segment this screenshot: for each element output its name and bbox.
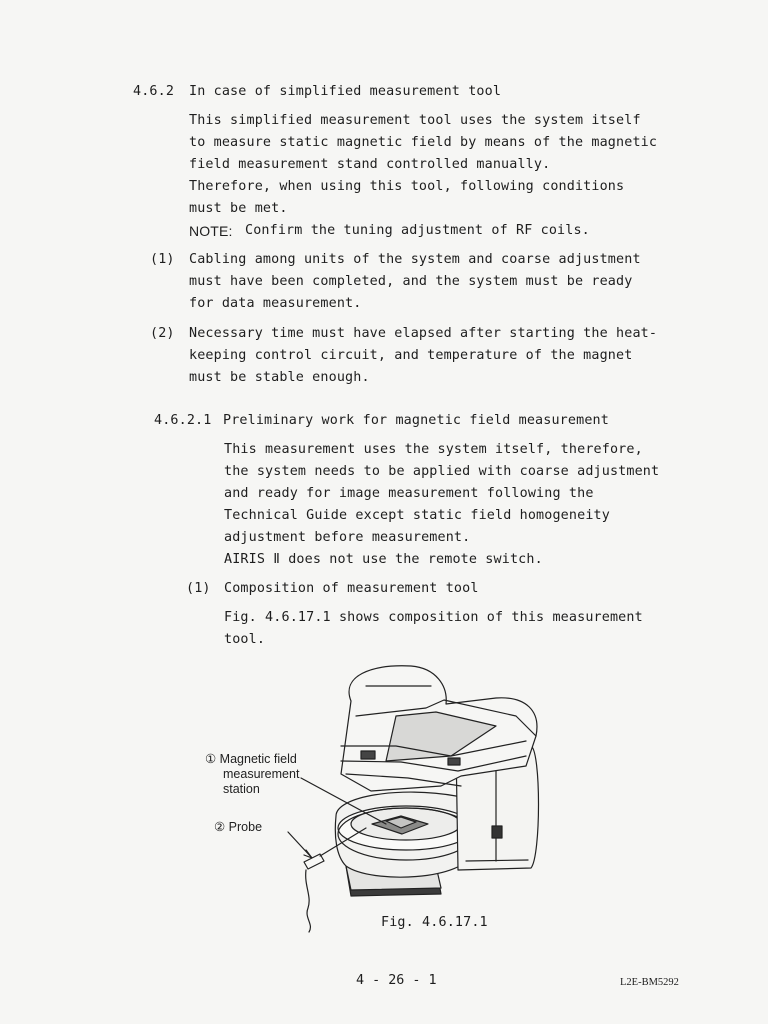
subsection-title: Preliminary work for magnetic field measurement — [223, 413, 609, 428]
section-title: In case of simplified measurement tool — [189, 84, 502, 99]
note-text: Confirm the tuning adjustment of RF coils. — [245, 223, 590, 238]
subsection-line: the system needs to be applied with coarse adjustment — [224, 464, 660, 479]
note-label: NOTE: — [189, 223, 233, 239]
condition-number: (1) — [150, 252, 175, 267]
intro-line: to measure static magnetic field by means of the magnetic — [189, 135, 658, 150]
figure-label-station: ① Magnetic field — [205, 752, 297, 766]
item-title: Composition of measurement tool — [224, 581, 479, 596]
figure-label-station: measurement — [223, 767, 300, 781]
item-line: Fig. 4.6.17.1 shows composition of this measurement — [224, 610, 643, 625]
intro-line: This simplified measurement tool uses the system itself — [189, 113, 641, 128]
figure-label-station: station — [223, 782, 260, 796]
figure-caption: Fig. 4.6.17.1 — [381, 915, 488, 930]
document-code: L2E-BM5292 — [620, 977, 679, 988]
condition-line: Necessary time must have elapsed after starting the heat- — [189, 326, 658, 341]
subsection-number: 4.6.2.1 — [154, 413, 212, 428]
intro-line: must be met. — [189, 201, 288, 216]
item-line: tool. — [224, 632, 266, 647]
condition-line: must have been completed, and the system must be ready — [189, 274, 633, 289]
section-number: 4.6.2 — [133, 84, 175, 99]
condition-line: keeping control circuit, and temperature of the magnet — [189, 348, 633, 363]
intro-line: field measurement stand controlled manually. — [189, 157, 551, 172]
page-number: 4 - 26 - 1 — [356, 973, 437, 988]
intro-line: Therefore, when using this tool, following conditions — [189, 179, 625, 194]
subsection-line: This measurement uses the system itself, therefore, — [224, 442, 643, 457]
subsection-line: adjustment before measurement. — [224, 530, 471, 545]
condition-line: for data measurement. — [189, 296, 362, 311]
item-number: (1) — [186, 581, 211, 596]
subsection-line: and ready for image measurement following the — [224, 486, 594, 501]
subsection-line: AIRIS Ⅱ does not use the remote switch. — [224, 552, 543, 567]
condition-line: Cabling among units of the system and coarse adjustment — [189, 252, 641, 267]
figure-label-probe: ② Probe — [214, 820, 263, 834]
subsection-line: Technical Guide except static field homogeneity — [224, 508, 610, 523]
magnet-figure — [196, 656, 556, 946]
condition-number: (2) — [150, 326, 175, 341]
condition-line: must be stable enough. — [189, 370, 370, 385]
